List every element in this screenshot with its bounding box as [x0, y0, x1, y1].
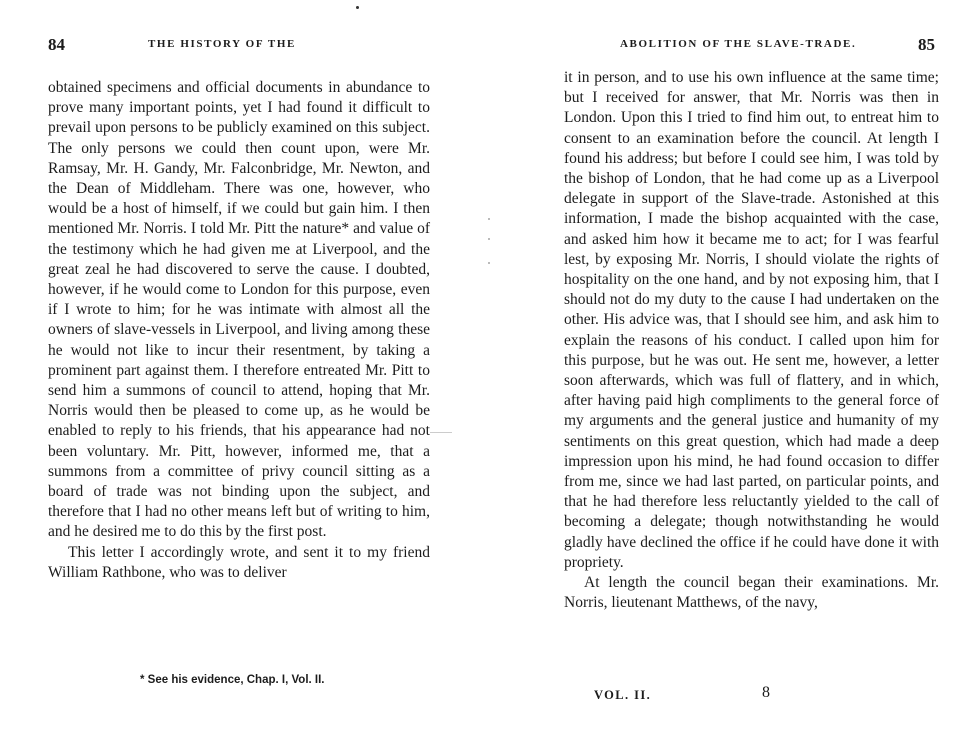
- body-text: [564, 68, 939, 613]
- running-head: THE HISTORY OF THE: [148, 38, 296, 50]
- page-number: 84: [48, 35, 65, 54]
- margin-rule: [430, 432, 452, 433]
- right-page: [500, 0, 980, 730]
- running-head: ABOLITION OF THE SLAVE-TRADE.: [620, 38, 857, 50]
- spine-mark: [488, 218, 490, 220]
- paragraph: obtained specimens and official documents in abundance to prove many important points, yet I had found it difficult to prevail upon persons to be publicly examined on this subject. The only persons we could then count upon, were Mr. Ramsay, Mr. H. Gandy, Mr. Falconbridge, Mr. Newton, and the Dean of Middleham. There was one, however, who would be a host of himself, if we could but gain him. I then mentioned Mr. Norris. I told Mr. Pitt the nature* and value of the testimony which he had given me at Liverpool, and the great zeal he had discovered to serve the cause. I doubted, however, if he would come to London for this purpose, even if I wrote to him; for he was intimate with almost all the owners of slave-vessels in Liverpool, and living among these he would not like to incur their resentment, by taking a prominent part against them. I therefore entreated Mr. Pitt to send him a summons of council to attend, hoping that Mr. Norris would then be pleased to come up, as he would be enabled to reply to his friends, that his appearance had not been voluntary. Mr. Pitt, however, informed me, that a summons from a committee of privy council sitting as a board of trade was not binding upon the subject, and therefore that I had no other means left but of writing to him, and he desired me to do this by the first post.: [48, 79, 430, 541]
- page-number: 85: [918, 35, 935, 54]
- body-text: [48, 78, 430, 583]
- paragraph: At length the council began their examinations. Mr. Norris, lieutenant Matthews, of the navy,: [564, 574, 939, 612]
- footnote: * See his evidence, Chap. I, Vol. II.: [140, 674, 325, 686]
- paragraph: This letter I accordingly wrote, and sent it to my friend William Rathbone, who was to deliver: [48, 543, 430, 581]
- left-page: [0, 0, 470, 730]
- paragraph: it in person, and to use his own influence at the same time; but I received for answer, that Mr. Norris was then in London. Upon this I tried to find him out, to entreat him to consent to an examination before the council. At length I found his address; but before I could see him, I was told by the bishop of London, that he had come up as a Liverpool delegate in support of the Slave-trade. Astonished at this information, I made the bishop acquainted with the case, and asked him how it became me to act; for I was fearful lest, by exposing Mr. Norris, I should violate the rights of hospitality on the one hand, and by not exposing him, that I should not do my duty to the cause I had undertaken on the other. His advice was, that I should see him, and ask him to explain the reasons of his conduct. I called upon him for this purpose, but he was out. He sent me, however, a letter soon afterwards, which was full of flattery, and in which, after having paid high compliments to the general force of my arguments and the general justice and humanity of my sentiments on this great question, which had made a deep impression upon his mind, he had found occasion to differ from me, since we had last parted, on particular points, and that he had therefore less reluctantly yielded to the call of becoming a delegate; though notwithstanding he would gladly have declined the office if he could have done it with propriety.: [564, 69, 939, 571]
- spine-mark: [488, 262, 490, 264]
- signature-number: 8: [762, 684, 770, 701]
- spine-mark: [488, 238, 490, 240]
- signature-label: VOL. II.: [594, 688, 652, 702]
